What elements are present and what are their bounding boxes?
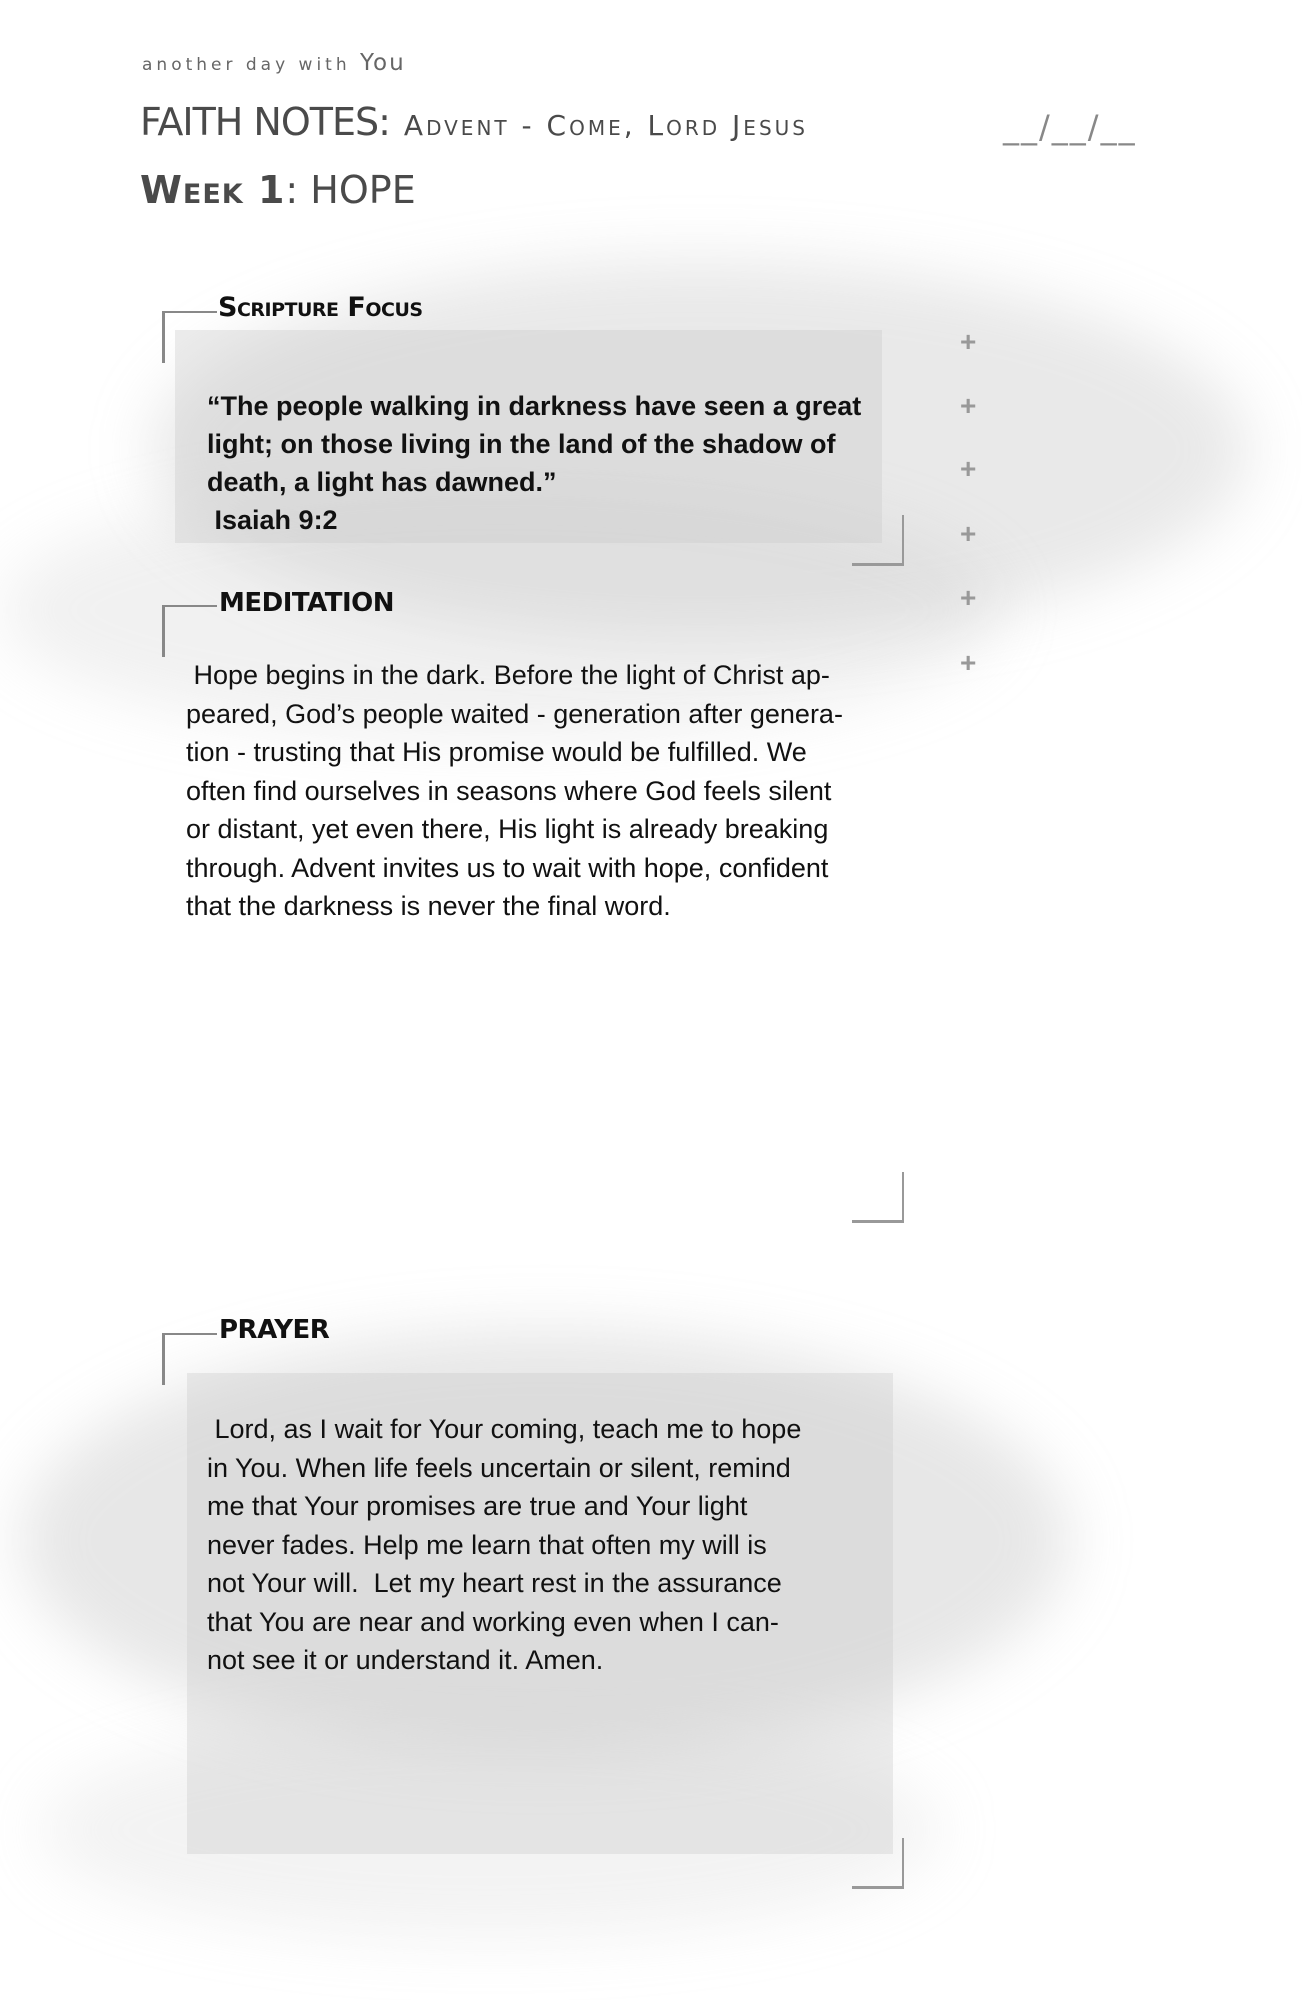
meditation-heading: MEDITATION [219, 588, 394, 618]
page-title: FAITH NOTES: Advent - Come, Lord Jesus [140, 100, 808, 144]
week-title: Week 1: HOPE [140, 168, 416, 212]
scripture-quote: “The people walking in darkness have seen a great light; on those living in the land of the shadow of death, a light has dawned.” Isaiah 9:2 [207, 387, 861, 539]
corner-bracket [852, 1838, 904, 1889]
plus-icon: + [960, 390, 977, 421]
scripture-reference: Isaiah 9:2 [207, 505, 338, 535]
plus-icon: + [960, 518, 977, 549]
plus-icon: + [960, 326, 977, 357]
plus-icon: + [960, 453, 977, 484]
corner-bracket [852, 1172, 904, 1223]
corner-bracket [162, 605, 217, 657]
prayer-text: Lord, as I wait for Your coming, teach me to hope in You. When life feels uncertain or silent, remind me that Your promises are true and Your light never fades. Help me learn that often my will is not Your will. Let my heart rest in the assurance that You are near and working even when I can- not see it or understand it. Amen. [207, 1414, 802, 1675]
series-subtitle: Advent - Come, Lord Jesus [403, 109, 808, 142]
brand-tagline: another day with You [142, 50, 406, 76]
date-blank: __/__/__ [1003, 108, 1137, 146]
plus-icon: + [960, 582, 977, 613]
plus-icon: + [960, 647, 977, 678]
corner-bracket [852, 515, 904, 566]
prayer-heading: PRAYER [219, 1315, 330, 1345]
meditation-text: Hope begins in the dark. Before the light of Christ ap- peared, God’s people waited - generation after genera- tion - trusting that His promise would be fulfilled. We often find ourselves in seasons where God feels silent or distant, yet even there, His light is already breaking through. Advent invites us to wait with hope, confident that the darkness is never the final word. [186, 660, 843, 921]
scripture-heading: Scripture Focus [218, 292, 423, 323]
